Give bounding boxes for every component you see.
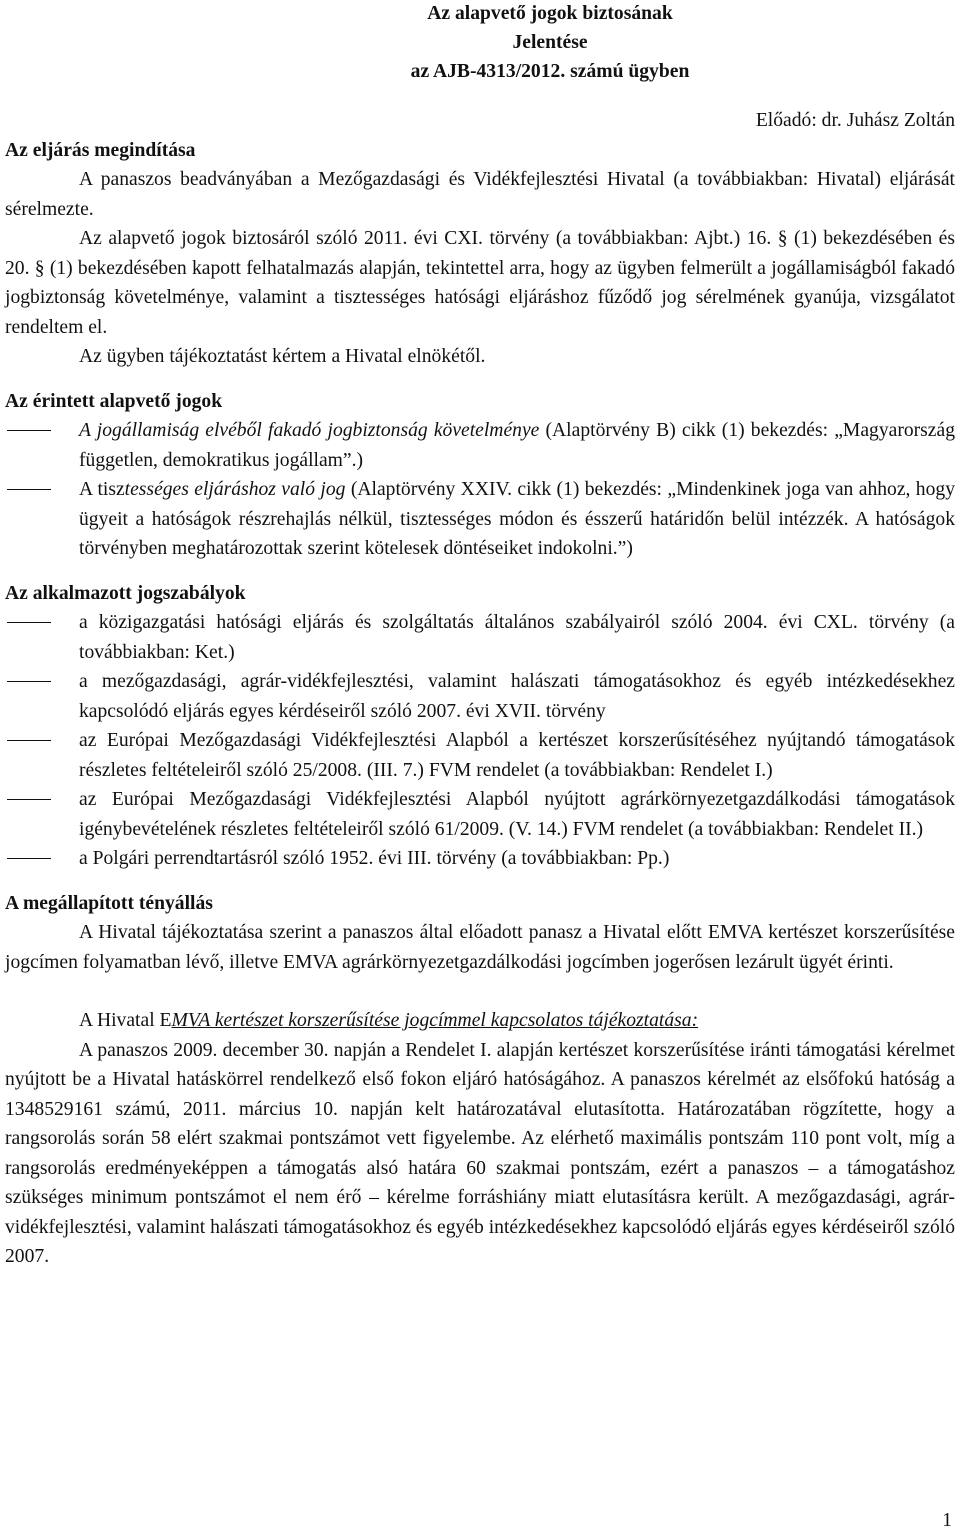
paragraph-inquiry: Az ügyben tájékoztatást kértem a Hivatal elnökétől. <box>79 346 486 367</box>
right-name-plain: A tisz <box>79 479 125 500</box>
list-item <box>5 667 955 726</box>
law-text: az Európai Mezőgazdasági Vidékfejlesztési Alapból a kertészet korszerűsítéséhez nyújtandó támogatások részletes feltételeiről szóló 25/2008. (III. 7.) FVM rendelet (a továbbiakban: Rendelet I.) <box>79 730 955 781</box>
list-item <box>5 608 955 667</box>
dash-icon <box>7 622 51 623</box>
title-line-2: Jelentése <box>512 32 588 53</box>
document-page <box>5 0 955 1272</box>
title-line-3: az AJB-4313/2012. számú ügyben <box>410 61 690 82</box>
list-item <box>5 726 955 785</box>
right-text: (Alaptörvény B) cikk (1) bekezdés: „Magyarország független, demokratikus jogállam”.) <box>79 420 955 471</box>
right-name: A jogállamiság elvéből fakadó jogbiztonság követelménye <box>79 420 540 441</box>
heading-proceedings: Az eljárás megindítása <box>5 139 196 161</box>
list-item <box>5 844 955 874</box>
paragraph-facts-detail: A panaszos 2009. december 30. napján a Rendelet I. alapján kertészet korszerűsítése iránti támogatási kérelmet nyújtott be a Hivatal hatáskörrel rendelkező első fokon eljáró hatóságához. A panaszos kérelmét az elsőfokú hatóság a 1348529161 számú, 2011. március 10. napján kelt határozatával elutasította. Határozatában rögzítette, hogy a rangsorolás során 58 elért szakmai pontszámot vett figyelembe. Az elérhető maximális pontszám 110 pont volt, míg a rangsorolás eredményeképpen a támogatás alsó határa 60 szakmai pontszám, ezért a panaszos – a támogatáshoz szükséges minimum pontszámot el nem érő – kérelme forráshiány miatt elutasításra került. A mezőgazdasági, agrár-vidékfejlesztési, valamint halászati támogatásokhoz és egyéb intézkedésekhez kapcsolódó eljárás egyes kérdéseiről szóló 2007. <box>5 1039 955 1267</box>
law-text: az Európai Mezőgazdasági Vidékfejlesztési Alapból nyújtott agrárkörnyezetgazdálkodási támogatások igénybevételének részletes feltételeiről szóló 61/2009. (V. 14.) FVM rendelet (a továbbiakban: Rendelet II.) <box>79 789 955 840</box>
paragraph-authority: Az alapvető jogok biztosáról szóló 2011. évi CXI. törvény (a továbbiakban: Ajbt.) 16. § (1) bekezdésében és 20. § (1) bekezdésében kapott felhatalmazás alapján, tekintettel arra, hogy az ügyben felmerült a jogállamiságból fakadó jogbiztonság követelménye, valamint a tisztességes hatósági eljáráshoz fűződő jog sérelmének gyanúja, vizsgálatot rendeltem el. <box>5 228 955 338</box>
subheading-emva <box>5 1006 955 1036</box>
subheading-italic: MVA kertészet korszerűsítése jogcímmel kapcsolatos tájékoztatása: <box>171 1010 699 1031</box>
page-number: 1 <box>942 1509 952 1531</box>
presenter: Előadó: dr. Juhász Zoltán <box>755 110 955 131</box>
paragraph-facts-intro: A Hivatal tájékoztatása szerint a panaszos által előadott panasz a Hivatal előtt EMVA kertészet korszerűsítése jogcímen folyamatban lévő, illetve EMVA agrárkörnyezetgazdálkodási jogcímben jogerősen lezárult ügyét érinti. <box>5 922 955 973</box>
dash-icon <box>7 430 51 431</box>
dash-icon <box>7 858 51 859</box>
laws-list <box>5 608 955 874</box>
document-title <box>145 0 955 86</box>
title-line-1: Az alapvető jogok biztosának <box>427 3 673 24</box>
law-text: a közigazgatási hatósági eljárás és szolgáltatás általános szabályairól szóló 2004. évi CXL. törvény (a továbbiakban: Ket.) <box>79 612 955 663</box>
dash-icon <box>7 740 51 741</box>
dash-icon <box>7 489 51 490</box>
heading-rights: Az érintett alapvető jogok <box>5 390 223 412</box>
paragraph-complaint: A panaszos beadványában a Mezőgazdasági és Vidékfejlesztési Hivatal (a továbbiakban: Hivatal) eljárását sérelmezte. <box>5 169 955 220</box>
subheading-plain: A Hivatal E <box>79 1010 172 1031</box>
right-text: (Alaptörvény XXIV. cikk (1) bekezdés: „Mindenkinek joga van ahhoz, hogy ügyeit a hatóságok részrehajlás nélkül, tisztességes módon és ésszerű határidőn belül intézzék. A hatóságok törvényben meghatározottak szerint kötelesek döntéseiket indokolni.”) <box>79 479 955 559</box>
dash-icon <box>7 681 51 682</box>
law-text: a mezőgazdasági, agrár-vidékfejlesztési, valamint halászati támogatásokhoz és egyéb intézkedésekhez kapcsolódó eljárás egyes kérdéseiről szóló 2007. évi XVII. törvény <box>79 671 955 722</box>
rights-list <box>5 416 955 564</box>
law-text: a Polgári perrendtartásról szóló 1952. évi III. törvény (a továbbiakban: Pp.) <box>79 848 670 869</box>
list-item <box>5 416 955 475</box>
list-item <box>5 785 955 844</box>
heading-laws: Az alkalmazott jogszabályok <box>5 582 246 604</box>
heading-facts: A megállapított tényállás <box>5 892 213 914</box>
list-item <box>5 475 955 564</box>
dash-icon <box>7 799 51 800</box>
right-name: tességes eljáráshoz való jog <box>124 479 346 500</box>
